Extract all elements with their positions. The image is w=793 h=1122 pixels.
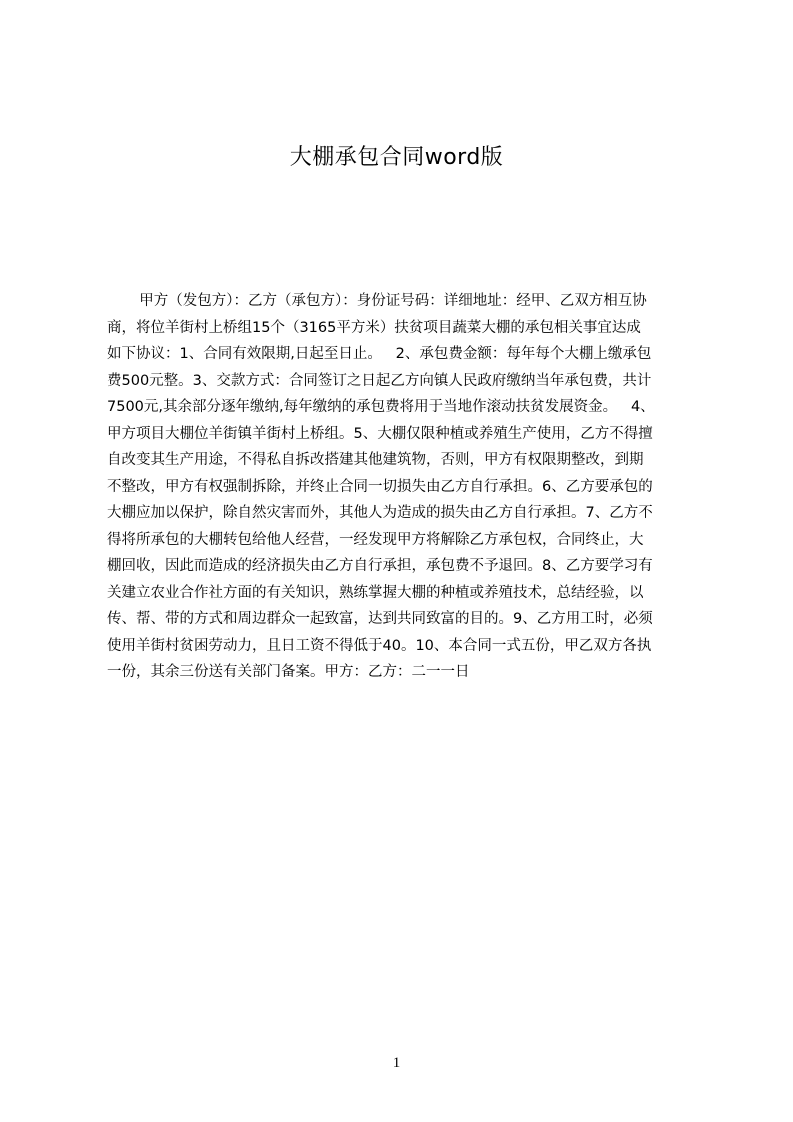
body-line: 甲方（发包方）：乙方（承包方）：身份证号码：详细地址：经甲、乙双方相互协	[107, 293, 647, 309]
body-line: 传、帮、带的方式和周边群众一起致富，达到共同致富的目的。9、乙方用工时，必须	[107, 611, 653, 627]
body-line: 棚回收，因此而造成的经济损失由乙方自行承担，承包费不予退回。8、乙方要学习有	[107, 558, 653, 574]
body-line: 得将所承包的大棚转包给他人经营，一经发现甲方将解除乙方承包权，合同终止，大	[107, 531, 644, 548]
body-line: 7500元,其余部分逐年缴纳,每年缴纳的承包费将用于当地作滚动扶贫发展资金。 4、	[107, 399, 655, 415]
body-line: 关建立农业合作社方面的有关知识，熟练掌握大棚的种植或养殖技术，总结经验，以	[107, 584, 644, 601]
body-line: 一份，其余三份送有关部门备案。甲方：乙方：二一一日	[107, 664, 470, 680]
body-line: 费500元整。3、交款方式：合同签订之日起乙方向镇人民政府缴纳当年承包费，共计	[107, 372, 652, 389]
body-line: 不整改，甲方有权强制拆除，并终止合同一切损失由乙方自行承担。6、乙方要承包的	[107, 478, 653, 495]
body-line: 大棚应加以保护，除自然灾害而外，其他人为造成的损失由乙方自行承担。7、乙方不	[107, 505, 653, 521]
body-line: 自改变其生产用途，不得私自拆改搭建其他建筑物，否则，甲方有权限期整改，到期	[107, 452, 644, 468]
body-line: 如下协议：1、合同有效限期,日起至日止。 2、承包费金额：每年每个大棚上缴承包	[107, 346, 652, 362]
document-title: 大棚承包合同word版	[289, 145, 504, 170]
body-line: 使用羊街村贫困劳动力，且日工资不得低于40。10、本合同一式五份，甲乙双方各执	[107, 637, 652, 654]
contract-body	[107, 288, 711, 686]
body-line: 甲方项目大棚位羊街镇羊街村上桥组。5、大棚仅限种植或养殖生产使用，乙方不得擅	[107, 425, 653, 442]
body-line: 商，将位羊街村上桥组15个（3165平方米）扶贫项目蔬菜大棚的承包相关事宜达成	[107, 319, 641, 336]
page-number: 1	[392, 1055, 401, 1071]
